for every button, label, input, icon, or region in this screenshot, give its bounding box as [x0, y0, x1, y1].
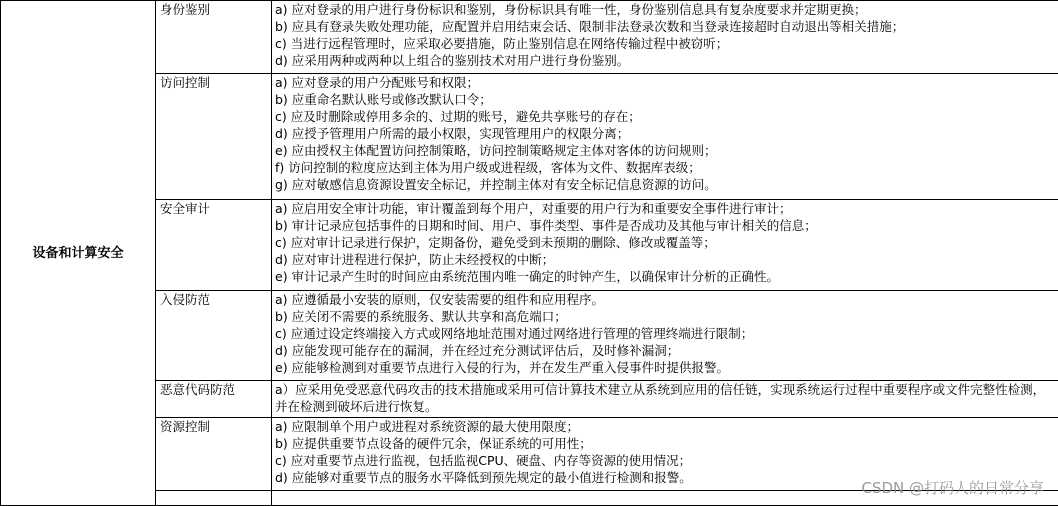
section-row: [1, 1, 1058, 74]
requirement-item: a) 应遵循最小安装的原则，仅安装需要的组件和应用程序。: [275, 291, 605, 307]
section-name: 访问控制: [156, 73, 272, 199]
section-items: [272, 73, 1058, 199]
section-row: [1, 200, 1058, 291]
requirement-item: a) 应对登录的用户进行身份标识和鉴别，身份标识具有唯一性，身份鉴别信息具有复杂度要求并定期更换；: [275, 2, 867, 17]
requirement-item: e) 审计记录产生时的时间应由系统范围内唯一确定的时钟产生，以确保审计分析的正确性。: [275, 269, 780, 285]
requirement-item: d) 应能发现可能存在的漏洞，并在经过充分测试评估后，及时修补漏洞；: [275, 342, 680, 358]
empty-cell-name: [156, 491, 272, 506]
requirement-item: b) 应具有登录失败处理功能，应配置并启用结束会话、限制非法登录次数和当登录连接超时自动退出等相关措施；: [275, 19, 905, 34]
requirement-item: e) 应能够检测到对重要节点进行入侵的行为，并在发生严重入侵事件时提供报警。: [275, 359, 730, 375]
requirement-item: d) 应能够对重要节点的服务水平降低到预先规定的最小值进行检测和报警。: [275, 470, 692, 486]
requirement-item: a）应采用免受恶意代码攻击的技术措施或采用可信计算技术建立从系统到应用的信任链，实现系统运行过程中重要程序或文件完整性检测，并在检测到破坏后进行恢复。: [275, 382, 1046, 415]
requirement-item: g) 应对敏感信息资源设置安全标记，并控制主体对有安全标记信息资源的访问。: [275, 176, 717, 192]
section-row: [1, 381, 1058, 418]
requirement-item: f) 访问控制的粒度应达到主体为用户级或进程级，客体为文件、数据库表级；: [275, 159, 701, 175]
csdn-watermark: CSDN @打码人的日常分享: [861, 479, 1044, 497]
section-items: [272, 200, 1058, 291]
requirement-item: e) 应由授权主体配置访问控制策略，访问控制策略规定主体对客体的访问规则；: [275, 142, 717, 158]
requirement-item: b) 应关闭不需要的系统服务、默认共享和高危端口；: [275, 308, 567, 324]
section-row: [1, 73, 1058, 199]
section-row: [1, 290, 1058, 381]
requirement-item: d) 应对审计进程进行保护，防止未经授权的中断；: [275, 252, 555, 268]
section-items: [272, 381, 1058, 418]
main-category-label: 设备和计算安全: [1, 1, 156, 506]
requirement-item: c) 应及时删除或停用多余的、过期的账号，避免共享账号的存在；: [275, 108, 641, 124]
requirement-item: c) 当进行远程管理时，应采取必要措施，防止鉴别信息在网络传输过程中被窃听；: [275, 36, 729, 51]
section-name: 身份鉴别: [156, 1, 272, 74]
requirement-item: a) 应启用安全审计功能，审计覆盖到每个用户，对重要的用户行为和重要安全事件进行审计；: [275, 201, 792, 217]
section-name: 安全审计: [156, 200, 272, 291]
requirement-item: c) 应对重要节点进行监视，包括监视CPU、硬盘、内存等资源的使用情况；: [275, 453, 692, 469]
section-name: 恶意代码防范: [156, 381, 272, 418]
requirement-item: d) 应授予管理用户所需的最小权限，实现管理用户的权限分离；: [275, 125, 630, 141]
requirement-item: c) 应通过设定终端接入方式或网络地址范围对通过网络进行管理的管理终端进行限制；: [275, 325, 754, 341]
requirement-item: b) 审计记录应包括事件的日期和时间、用户、事件类型、事件是否成功及其他与审计相关的信息；: [275, 218, 817, 234]
section-name: 资源控制: [156, 418, 272, 491]
section-items: [272, 290, 1058, 381]
requirement-item: a) 应限制单个用户或进程对系统资源的最大使用限度；: [275, 419, 580, 435]
requirement-item: c) 应对审计记录进行保护，定期备份，避免受到未预期的删除、修改或覆盖等；: [275, 235, 716, 251]
requirement-item: b) 应提供重要节点设备的硬件冗余，保证系统的可用性；: [275, 436, 592, 452]
section-items: [272, 1, 1058, 74]
requirement-item: d) 应采用两种或两种以上组合的鉴别技术对用户进行身份鉴别。: [275, 53, 630, 68]
requirement-item: b) 应重命名默认账号或修改默认口令；: [275, 91, 492, 107]
section-name: 入侵防范: [156, 290, 272, 381]
requirement-item: a) 应对登录的用户分配账号和权限；: [275, 74, 480, 90]
